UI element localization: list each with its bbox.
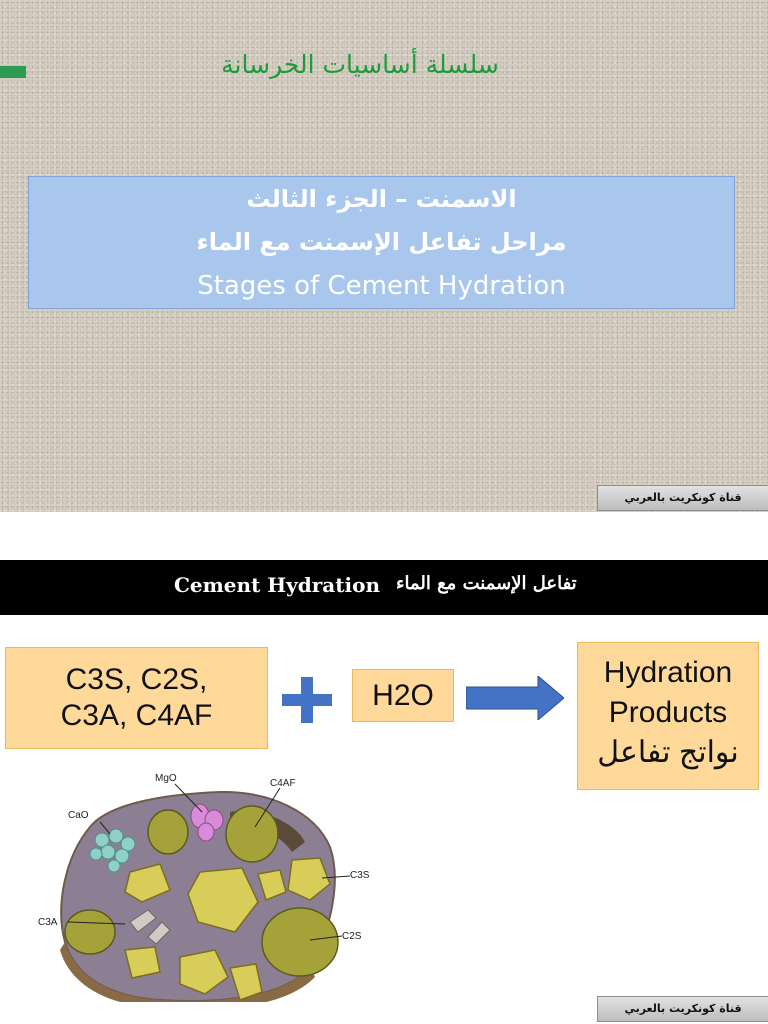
label-mgo: MgO [155,773,177,784]
label-c3a: C3A [38,917,58,928]
label-c2s: C2S [342,931,362,942]
series-title: سلسلة أساسيات الخرسانة [221,50,499,79]
products-line-2: Products [608,696,728,729]
title-arabic-part: الاسمنت – الجزء الثالث [246,185,517,213]
banner-title-english: Cement Hydration [174,573,380,597]
cement-grain-illustration [30,772,360,1002]
green-accent-mark [0,66,26,78]
channel-badge: قناة كونكريت بالعربي [597,996,768,1022]
slide-banner [0,560,768,615]
channel-badge: قناة كونكريت بالعربي [597,485,768,511]
label-cao: CaO [68,810,89,821]
title-arabic-subtitle: مراحل تفاعل الإسمنت مع الماء [196,228,567,256]
hydration-slide [0,560,768,1024]
title-english: Stages of Cement Hydration [197,271,566,301]
banner-title-arabic: تفاعل الإسمنت مع الماء [396,573,577,594]
right-arrow-icon [466,676,564,720]
hydration-products-box [577,642,759,790]
label-c3s: C3S [350,870,370,881]
plus-icon [282,677,332,723]
cement-compounds-box [5,647,268,749]
title-box [28,176,735,309]
cement-grain-diagram [30,772,370,1002]
label-c4af: C4AF [270,778,296,789]
compounds-line-1: C3S, C2S, [65,663,208,696]
products-line-arabic: نواتج تفاعل [597,736,739,769]
compounds-line-2: C3A, C4AF [60,699,213,732]
products-line-1: Hydration [603,656,733,689]
water-box: H2O [352,669,454,722]
